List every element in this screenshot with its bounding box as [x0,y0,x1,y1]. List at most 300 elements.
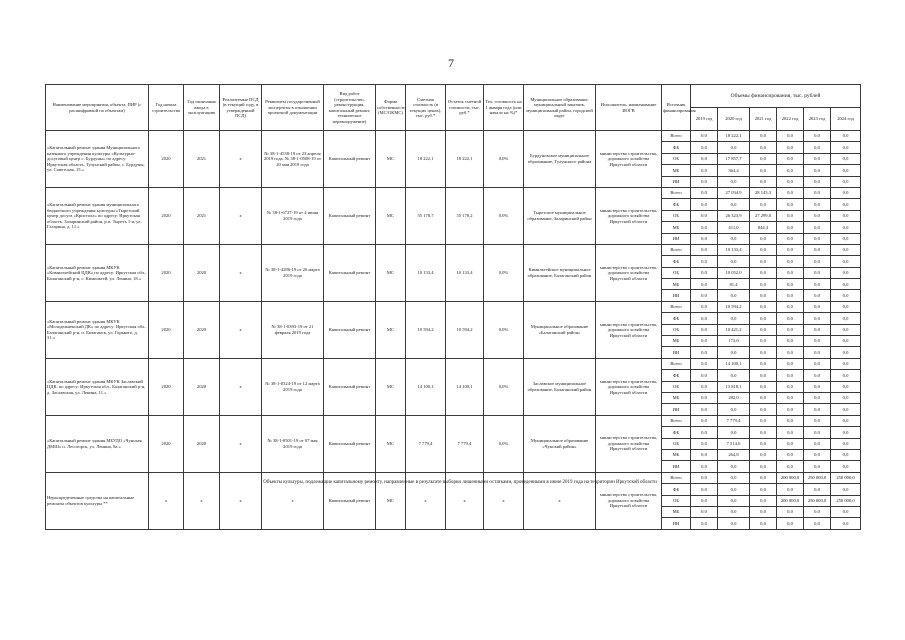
financing-value: 0,0 [777,506,804,517]
financing-value: 0,0 [777,518,804,529]
object-name: «Капитальный ремонт здания МКУК «Кимильтейский ЦДК» по адресу: Иркутская обл., Балаганский р-н, с. Кимильтей, ул. Ленина, 18.» [46,244,149,301]
expertise: № 38-1-0324-19 от 12 марта 2019 года [262,358,324,415]
customer: Бурдуновское муниципальное образование, Тулунского района [524,131,596,188]
financing-value: 0,0 [750,506,777,517]
header-year: 2022 год [777,108,804,131]
financing-value: 0,0 [804,313,831,324]
start-year: 2020 [149,358,184,415]
stage: х [220,301,262,358]
financing-value: 0,0 [804,131,831,142]
financing-value: 0,0 [750,381,777,392]
source-label: ФБ [662,370,691,381]
financing-value: 0,0 [691,461,718,472]
financing-value: 0,0 [804,484,831,495]
expertise: № 38-1-6727-19 от 4 июня 2019 года [262,187,324,244]
works-type: Капитальный ремонт [324,131,376,188]
end-year: 2020 [184,358,220,415]
remaining-cost: 14 100,1 [446,358,484,415]
financing-value: 7 514,6 [718,438,750,449]
table-row [46,244,861,255]
executor: министерство строительства, дорожного хозяйства Иркутской области [596,472,662,529]
source-label: МБ [662,392,691,403]
source-label: ФБ [662,313,691,324]
financing-value: 0,0 [804,392,831,403]
source-label: МБ [662,506,691,517]
financing-value: 0,0 [750,472,777,483]
financing-value: 0,0 [777,290,804,301]
object-name: «Капитальный ремонт здания муниципального бюджетного учреждения культуры «Тыретский центр досуга «Кристалл» по адресу: Иркутская область, Заларинский район, р.п. Тыреть 1-я, ул. Гагарина, д. 11.» [46,187,149,244]
header-start-year: Год начала строительства [149,85,184,131]
financing-value: 0,0 [750,176,777,187]
start-year: х [149,472,184,529]
table-row [46,187,861,198]
financing-value: 0,0 [718,506,750,517]
header-works: Вид работ (строительство, реконструкция, капитальный ремонт, техническое перевооружение) [324,85,376,131]
table-body [46,131,861,530]
financing-value: 0,0 [831,358,861,369]
customer: Тыретское муниципальное образование, Заларинский район [524,187,596,244]
financing-value: 0,0 [691,347,718,358]
financing-value: 0,0 [804,210,831,221]
source-label: Всего [662,358,691,369]
end-year: 2021 [184,131,220,188]
financing-value: 0,0 [777,267,804,278]
ownership: МС [376,415,406,472]
financing-value: 0,0 [750,449,777,460]
financing-value: 0,0 [804,290,831,301]
financing-value: 0,0 [804,381,831,392]
executor: министерство строительства, дорожного хозяйства Иркутской области [596,244,662,301]
financing-value: 0,0 [691,438,718,449]
financing-value: 0,0 [718,427,750,438]
financing-value: 0,0 [777,199,804,210]
financing-value: 0,0 [718,233,750,244]
stage: х [220,415,262,472]
financing-value: 14 100,1 [718,358,750,369]
financing-value: 0,0 [691,222,718,233]
financing-value: 0,0 [777,187,804,198]
financing-value: 0,0 [691,313,718,324]
financing-value: 0,0 [804,370,831,381]
stage: х [220,131,262,188]
stage: х [220,472,262,529]
financing-value: 250 000,0 [804,472,831,483]
financing-value: 0,0 [718,290,750,301]
executor: министерство строительства, дорожного хозяйства Иркутской области [596,301,662,358]
financing-value: 10 421,2 [718,324,750,335]
financing-value: 0,0 [750,199,777,210]
financing-value: 0,0 [750,370,777,381]
financing-value: 0,0 [804,187,831,198]
financing-value: 0,0 [691,392,718,403]
source-label: ИИ [662,290,691,301]
financing-value: 0,0 [750,256,777,267]
financing-value: 0,0 [777,256,804,267]
source-label: ОБ [662,381,691,392]
financing-value: 0,0 [691,131,718,142]
financing-value: 0,0 [691,506,718,517]
source-label: ФБ [662,484,691,495]
ownership: МС [376,187,406,244]
financing-value: 0,0 [691,370,718,381]
financing-value: 0,0 [831,256,861,267]
financing-value: 0,0 [831,427,861,438]
financing-value: 27 034,9 [718,187,750,198]
financing-value: 0,0 [750,461,777,472]
financing-value: 0,0 [718,495,750,506]
financing-value: 0,0 [777,484,804,495]
financing-value: 0,0 [718,472,750,483]
financing-value: 0,0 [831,449,861,460]
investment-table [45,84,861,530]
financing-value: 0,0 [691,267,718,278]
header-year: 2020 год [718,108,750,131]
financing-value: 264,8 [718,449,750,460]
header-stage: Реализуемые ПСД (в текущий году, в утвержденной ПСД) [220,85,262,131]
financing-value: 0,0 [777,449,804,460]
table-row [46,131,861,142]
source-label: ИИ [662,461,691,472]
source-label: ИИ [662,176,691,187]
financing-value: 0,0 [718,518,750,529]
works-type: Капитальный ремонт [324,187,376,244]
financing-value: 0,0 [831,210,861,221]
financing-value: 0,0 [777,244,804,255]
financing-value: 0,0 [691,210,718,221]
financing-value: 0,0 [831,484,861,495]
financing-value: 81,4 [718,279,750,290]
financing-value: 0,0 [718,484,750,495]
header-ownership: Форма собственности (МС/ОКМС) [376,85,406,131]
start-year: 2020 [149,187,184,244]
financing-value: 0,0 [750,358,777,369]
financing-value: 0,0 [831,381,861,392]
end-year: 2021 [184,187,220,244]
customer: Заславское муниципальное образование, Балаганский район [524,358,596,415]
financing-value: 0,0 [831,336,861,347]
financing-value: 0,0 [777,358,804,369]
stage: х [220,187,262,244]
financing-value: 0,0 [777,142,804,153]
financing-value: 0,0 [831,518,861,529]
financing-value: 0,0 [831,199,861,210]
readiness: 0,0% [484,415,524,472]
financing-value: 0,0 [804,256,831,267]
financing-value: 0,0 [718,256,750,267]
financing-value: 0,0 [691,165,718,176]
financing-value: 0,0 [831,347,861,358]
source-label: Всего [662,131,691,142]
financing-value: 0,0 [750,165,777,176]
start-year: 2020 [149,301,184,358]
customer: Кимильтейское муниципальное образование, Балаганский район [524,244,596,301]
source-label: ФБ [662,142,691,153]
financing-value: 0,0 [831,187,861,198]
header-object: Наименование мероприятия, объекта, ПИР (с расшифровкой по объектам) [46,85,149,131]
financing-value: 0,0 [831,279,861,290]
financing-value: 0,0 [691,404,718,415]
works-type: Капитальный ремонт [324,301,376,358]
financing-value: 0,0 [804,404,831,415]
financing-value: 0,0 [750,301,777,312]
works-type: Капитальный ремонт [324,472,376,529]
executor: министерство строительства, дорожного хозяйства Иркутской области [596,415,662,472]
source-label: Всего [662,187,691,198]
financing-value: 0,0 [804,506,831,517]
financing-value: 0,0 [777,404,804,415]
financing-value: 0,0 [691,484,718,495]
financing-value: 28 143,3 [750,187,777,198]
financing-value: 0,0 [804,301,831,312]
financing-value: 0,0 [750,392,777,403]
financing-value: 0,0 [691,279,718,290]
financing-value: 0,0 [777,153,804,164]
stage: х [220,244,262,301]
financing-value: 0,0 [831,222,861,233]
works-type: Капитальный ремонт [324,358,376,415]
financing-value: 0,0 [691,324,718,335]
financing-value: 200 000,0 [777,495,804,506]
financing-value: 0,0 [831,404,861,415]
financing-value: 0,0 [831,233,861,244]
financing-value: 0,0 [750,404,777,415]
customer: Муниципальное образование «Балаганский район» [524,301,596,358]
source-label: ИИ [662,233,691,244]
ownership: МС [376,131,406,188]
financing-value: 0,0 [691,176,718,187]
financing-value: 0,0 [691,256,718,267]
readiness: 0,0% [484,301,524,358]
financing-value: 7 779,4 [718,415,750,426]
financing-value: 0,0 [804,244,831,255]
financing-value: 27 299,0 [750,210,777,221]
financing-value: 250 000,0 [804,495,831,506]
ownership: МС [376,472,406,529]
remaining-cost: 10 594,2 [446,301,484,358]
source-label: ИИ [662,518,691,529]
financing-value: 0,0 [691,358,718,369]
financing-value: 0,0 [718,142,750,153]
financing-value: 0,0 [777,381,804,392]
financing-value: 0,0 [777,222,804,233]
header-readiness: Тех. готовность на 1 января года (или начало на %)* [484,85,524,131]
source-label: ОБ [662,267,691,278]
source-label: МБ [662,222,691,233]
financing-value: 0,0 [777,392,804,403]
header-year: 2024 год [831,108,861,131]
financing-value: 0,0 [804,222,831,233]
financing-value: 0,0 [831,313,861,324]
financing-value: 0,0 [804,279,831,290]
readiness: 0,0% [484,358,524,415]
financing-value: 0,0 [804,233,831,244]
financing-value: 0,0 [831,165,861,176]
financing-value: 0,0 [691,449,718,460]
financing-value: 0,0 [691,233,718,244]
financing-value: 250 000,0 [831,495,861,506]
financing-value: 173,0 [718,336,750,347]
financing-value: 0,0 [804,358,831,369]
source-label: ОБ [662,438,691,449]
financing-value: 0,0 [777,438,804,449]
remaining-cost: х [446,472,484,529]
financing-value: 0,0 [750,142,777,153]
start-year: 2020 [149,244,184,301]
financing-value: 0,0 [691,415,718,426]
executor: министерство строительства, дорожного хозяйства Иркутской области [596,358,662,415]
financing-value: 0,0 [804,518,831,529]
financing-value: 18 222,1 [718,131,750,142]
financing-value: 0,0 [831,438,861,449]
financing-value: 0,0 [804,461,831,472]
financing-value: 0,0 [777,347,804,358]
financing-value: 0,0 [750,131,777,142]
financing-value: 0,0 [750,484,777,495]
financing-value: 0,0 [831,290,861,301]
expertise: № 38-1-4538-19 от 23 апреля 2019 года, № 38-1-0508-19 от 20 мая 2019 года [262,131,324,188]
financing-value: 0,0 [718,199,750,210]
readiness: 0,0% [484,244,524,301]
financing-value: 844,3 [750,222,777,233]
expertise: х [262,472,324,529]
financing-value: 0,0 [750,495,777,506]
customer: х [524,472,596,529]
source-label: ИИ [662,347,691,358]
financing-value: 0,0 [777,301,804,312]
financing-value: 0,0 [804,153,831,164]
financing-value: 250 000,0 [831,472,861,483]
financing-value: 0,0 [804,199,831,210]
financing-value: 0,0 [691,495,718,506]
financing-value: 0,0 [691,381,718,392]
header-source: Источник финансирования [662,85,691,131]
financing-value: 0,0 [750,233,777,244]
financing-value: 0,0 [831,324,861,335]
source-label: Всего [662,244,691,255]
ownership: МС [376,301,406,358]
remaining-cost: 55 178,2 [446,187,484,244]
estimated-cost: 10 594,2 [406,301,446,358]
financing-value: 0,0 [718,176,750,187]
expertise: № 38-1-4286-19 от 26 марта 2019 года [262,244,324,301]
end-year: 2020 [184,301,220,358]
financing-value: 0,0 [750,324,777,335]
header-estimated-cost: Сметная стоимость (в текущих ценах), тыс. руб.* [406,85,446,131]
financing-value: 0,0 [750,415,777,426]
header-remaining-cost: Остаток сметной стоимости, тыс. руб.* [446,85,484,131]
estimated-cost: х [406,472,446,529]
financing-value: 0,0 [718,370,750,381]
works-type: Капитальный ремонт [324,244,376,301]
financing-value: 0,0 [750,336,777,347]
source-label: МБ [662,279,691,290]
page-number: 7 [448,56,454,70]
source-label: ИИ [662,404,691,415]
financing-value: 0,0 [831,506,861,517]
financing-value: 0,0 [831,267,861,278]
financing-value: 0,0 [777,336,804,347]
estimated-cost: 7 779,4 [406,415,446,472]
financing-value: 13 818,1 [718,381,750,392]
table-row [46,301,861,312]
financing-value: 0,0 [691,142,718,153]
header-financing: Объемы финансирования, тыс. рублей [691,85,861,108]
financing-value: 0,0 [804,324,831,335]
financing-value: 0,0 [831,461,861,472]
financing-value: 0,0 [831,142,861,153]
financing-value: 0,0 [777,176,804,187]
remaining-cost: 10 133,4 [446,244,484,301]
financing-value: 0,0 [804,415,831,426]
financing-value: 26 323,9 [718,210,750,221]
financing-value: 200 000,0 [777,472,804,483]
works-type: Капитальный ремонт [324,415,376,472]
financing-value: 0,0 [804,427,831,438]
financing-value: 0,0 [831,370,861,381]
financing-value: 0,0 [718,404,750,415]
financing-value: 0,0 [804,438,831,449]
customer: Муниципальное образование «Чунский район» [524,415,596,472]
readiness: 0,0% [484,131,524,188]
financing-value: 0,0 [691,199,718,210]
financing-value: 0,0 [750,244,777,255]
financing-value: 0,0 [831,244,861,255]
financing-value: 0,0 [718,461,750,472]
financing-value: 10 133,4 [718,244,750,255]
financing-value: 0,0 [777,324,804,335]
financing-value: 0,0 [777,210,804,221]
financing-value: 0,0 [831,392,861,403]
financing-value: 0,0 [777,415,804,426]
expertise: № 38-1-0393-19 от 21 февраля 2019 года [262,301,324,358]
source-label: Всего [662,301,691,312]
financing-value: 0,0 [804,267,831,278]
header-year: 2021 год [750,108,777,131]
financing-value: 0,0 [750,518,777,529]
financing-value: 0,0 [691,187,718,198]
financing-value: 0,0 [750,279,777,290]
source-label: ОБ [662,153,691,164]
financing-value: 0,0 [718,313,750,324]
financing-value: 0,0 [691,301,718,312]
financing-value: 0,0 [691,336,718,347]
financing-value: 0,0 [750,290,777,301]
source-label: Всего [662,472,691,483]
financing-value: 0,0 [750,438,777,449]
header-year: 2023 год [804,108,831,131]
end-year: 2020 [184,415,220,472]
financing-value: 0,0 [804,347,831,358]
header-executor: Исполнитель, наименование ИОГВ [596,85,662,131]
ownership: МС [376,358,406,415]
financing-value: 0,0 [831,153,861,164]
financing-value: 0,0 [777,427,804,438]
end-year: 2020 [184,244,220,301]
end-year: х [184,472,220,529]
footnote: Объекты культуры, подлежащие капитальному ремонту, направленные в результате выборки лишенными остатками, проведенными в июне 2019 года на территории Иркутской области [263,480,657,485]
object-name: «Капитальный ремонт здания МБУДО «Чунская ДМШ» п. Лесогорск, ул. Ленина, 8а.» [46,415,149,472]
readiness: 0,0% [484,187,524,244]
financing-value: 0,0 [750,427,777,438]
financing-value: 0,0 [750,267,777,278]
financing-value: 0,0 [804,336,831,347]
source-label: ФБ [662,199,691,210]
financing-value: 0,0 [750,347,777,358]
table-row [46,415,861,426]
financing-value: 0,0 [804,165,831,176]
estimated-cost: 10 133,4 [406,244,446,301]
financing-value: 17 857,7 [718,153,750,164]
